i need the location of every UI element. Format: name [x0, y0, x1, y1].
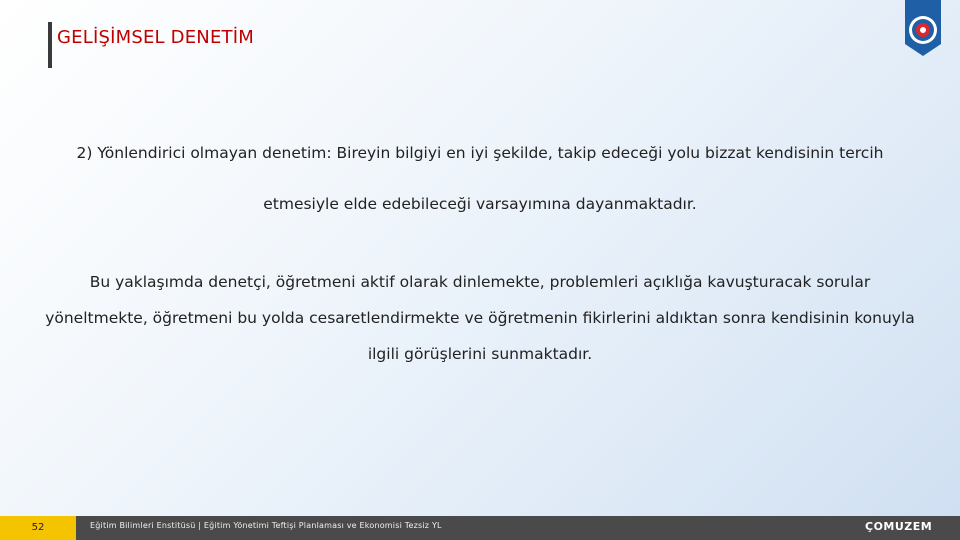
title-accent-bar [48, 22, 52, 68]
paragraph-approach-description: Bu yaklaşımda denetçi, öğretmeni aktif olarak dinlemekte, problemleri açıklığa kavuşturacak sorular yöneltmekte, öğretmeni bu yolda cesaretlendirmekte ve öğretmenin fikirlerini aldıktan sonra kendisinin konuyla ilgili görüşlerini sunmaktadır. [45, 273, 915, 363]
paragraph-nondirective-supervision: 2) Yönlendirici olmayan denetim: Bireyin bilgiyi en iyi şekilde, takip edeceği yolu bizzat kendisinin tercih etmesiyle elde edebileceği varsayımına dayanmaktadır. [76, 144, 884, 213]
page-number: 52 [0, 516, 76, 540]
slide-title: GELİŞİMSEL DENETİM [57, 27, 254, 48]
footer-brand-logo: ÇOMUZEM [865, 520, 933, 533]
footer-course-text: Eğitim Bilimleri Enstitüsü | Eğitim Yönetimi Teftişi Planlaması ve Ekonomisi Tezsiz YL [90, 521, 442, 530]
university-seal-logo [903, 0, 943, 58]
